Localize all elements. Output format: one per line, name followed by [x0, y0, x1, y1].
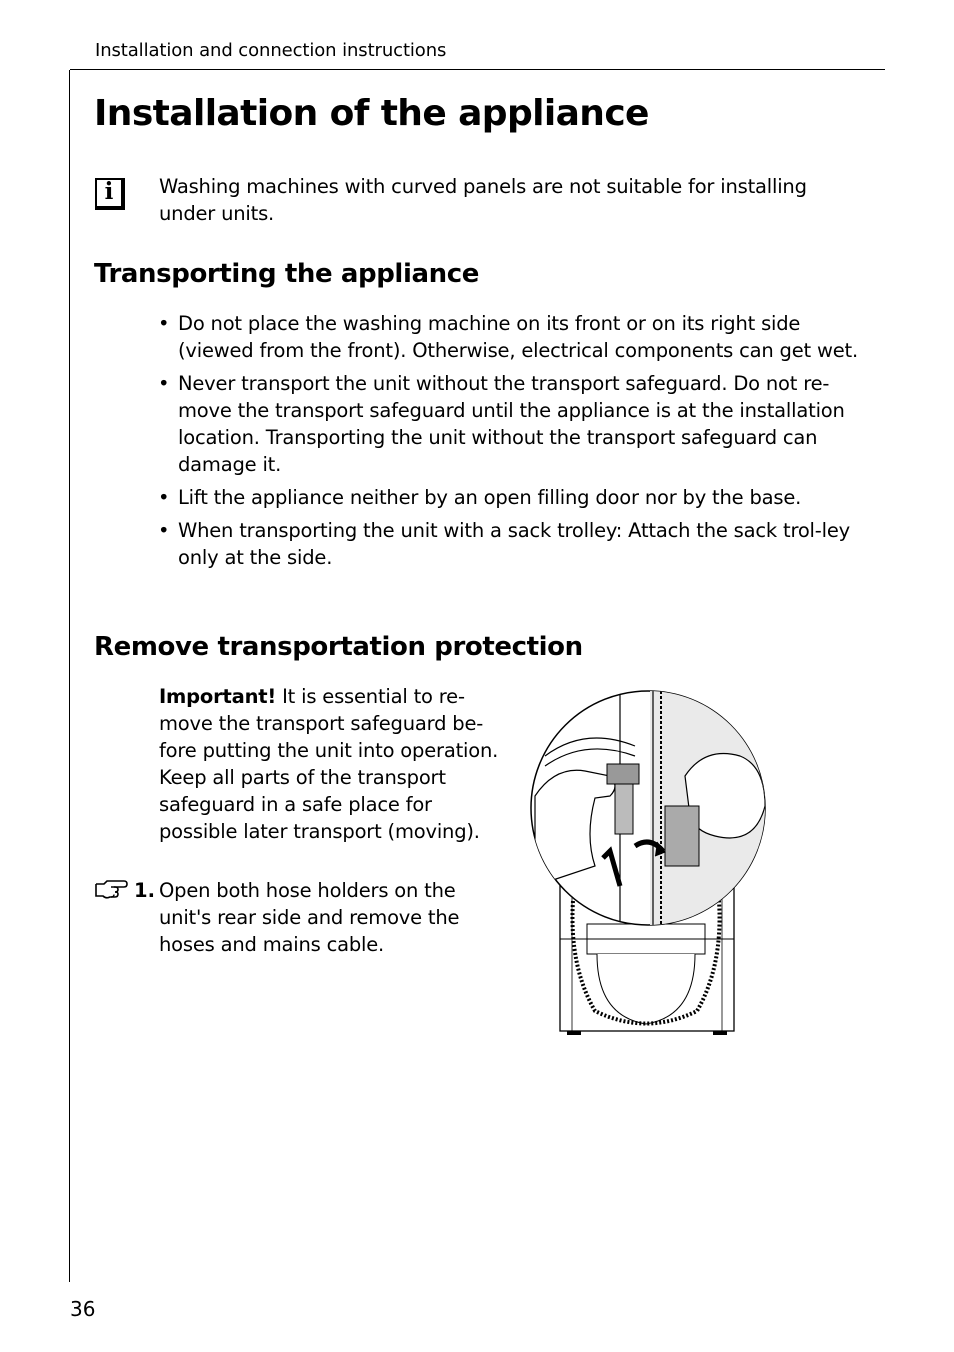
bullet: • [158, 486, 170, 509]
list-item [158, 517, 858, 571]
margin-rule [69, 70, 70, 1282]
list-item [158, 310, 858, 364]
list-item [158, 370, 858, 478]
info-icon [95, 178, 125, 210]
running-header: Installation and connection instructions [95, 40, 447, 61]
page-number: 36 [70, 1297, 96, 1321]
section-heading-remove-protection: Remove transportation protection [94, 632, 583, 662]
important-label: Important! [159, 685, 277, 708]
bullet: • [158, 519, 170, 542]
list-item-text: When transporting the unit with a sack trolley: Attach the sack trol-ley only at the side. [178, 519, 850, 569]
hose-holder-removal-illustration [525, 686, 770, 1038]
bullet: • [158, 312, 170, 335]
section-heading-transporting: Transporting the appliance [94, 259, 479, 289]
list-item-text: Never transport the unit without the transport safeguard. Do not re-move the transport safeguard until the appliance is at the installation location. Transporting the unit without the transport safeguard can damage it. [178, 372, 845, 476]
important-note [159, 683, 499, 845]
list-item [158, 484, 858, 511]
bullet: • [158, 372, 170, 395]
info-icon-glyph: i [104, 178, 114, 205]
list-item-text: Lift the appliance neither by an open filling door nor by the base. [178, 486, 802, 509]
transport-bullet-list [158, 310, 858, 577]
list-item-text: Do not place the washing machine on its front or on its right side (viewed from the front). Otherwise, electrical components can get wet. [178, 312, 858, 362]
pointing-hand-icon [94, 877, 128, 901]
info-note: Washing machines with curved panels are not suitable for installing under units. [159, 175, 807, 225]
page-title: Installation of the appliance [94, 93, 649, 134]
header-divider [70, 69, 885, 70]
step-number: 1. [134, 879, 155, 902]
important-text: It is essential to re-move the transport safeguard be-fore putting the unit into operation. Keep all parts of the transport safeguard in a safe place for possible later transport (moving). [159, 685, 499, 843]
step-text: Open both hose holders on the unit's rear side and remove the hoses and mains cable. [159, 879, 460, 956]
